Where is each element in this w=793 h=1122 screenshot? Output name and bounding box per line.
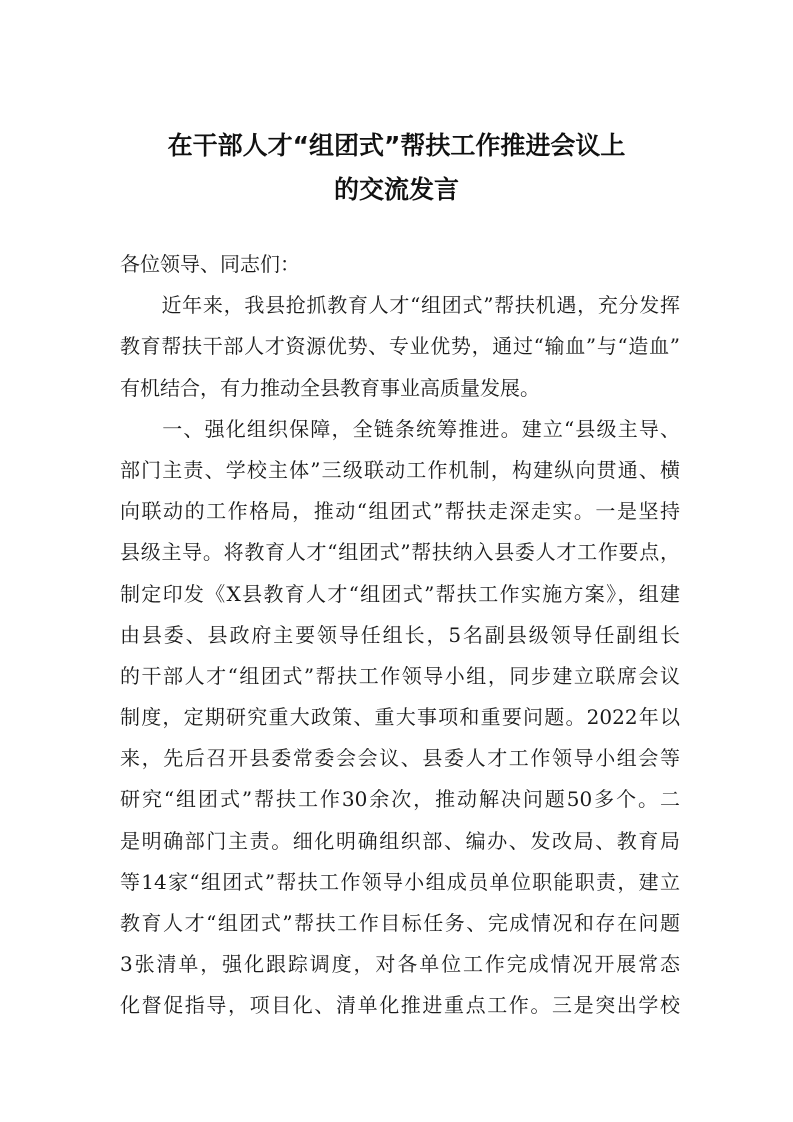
text-line: 是明确部门主责。细化明确组织部、编办、发改局、教育局 [120, 828, 680, 853]
text-line: 向联动的工作格局，推动“组团式”帮扶走深走实。一是坚持 [120, 499, 680, 524]
text-line: 教育人才“组团式”帮扶工作目标任务、完成情况和存在问题 [120, 911, 680, 935]
text-line: 近年来，我县抢抓教育人才“组团式”帮扶机遇，充分发挥 [120, 293, 680, 318]
document-body [120, 244, 680, 1027]
text-line: 制定印发《X县教育人才“组团式”帮扶工作实施方案》，组建 [120, 581, 680, 606]
text-line: 来，先后召开县委常委会会议、县委人才工作领导小组会等 [120, 746, 680, 771]
document-title [100, 124, 693, 212]
text-line: 制度，定期研究重大政策、重大事项和重要问题。2022年以 [120, 705, 680, 730]
text-line: 有机结合，有力推动全县教育事业高质量发展。 [120, 375, 540, 400]
title-line-1: 在干部人才“组团式”帮扶工作推进会议上 [167, 131, 626, 160]
text-line: 3张清单，强化跟踪调度，对各单位工作完成情况开展常态 [120, 952, 680, 977]
text-line: 研究“组团式”帮扶工作30余次，推动解决问题50多个。二 [120, 787, 680, 812]
text-line: 教育帮扶干部人才资源优势、专业优势，通过“输血”与“造血” [120, 334, 680, 359]
text-line: 由县委、县政府主要领导任组长，5名副县级领导任副组长 [120, 622, 680, 647]
text-line: 一、强化组织保障，全链条统筹推进。建立“县级主导、 [120, 416, 680, 441]
title-line-2: 的交流发言 [333, 175, 459, 204]
text-line: 化督促指导，项目化、清单化推进重点工作。三是突出学校 [120, 993, 680, 1018]
text-line: 县级主导。将教育人才“组团式”帮扶纳入县委人才工作要点， [120, 540, 680, 565]
text-line: 部门主责、学校主体”三级联动工作机制，构建纵向贯通、横 [120, 457, 680, 482]
text-line: 等14家“组团式”帮扶工作领导小组成员单位职能职责，建立 [120, 869, 680, 894]
paragraph-intro [120, 285, 680, 409]
salutation: 各位领导、同志们： [120, 252, 300, 276]
text-line: 的干部人才“组团式”帮扶工作领导小组，同步建立联席会议 [120, 663, 680, 688]
paragraph-section-1 [120, 409, 680, 1027]
